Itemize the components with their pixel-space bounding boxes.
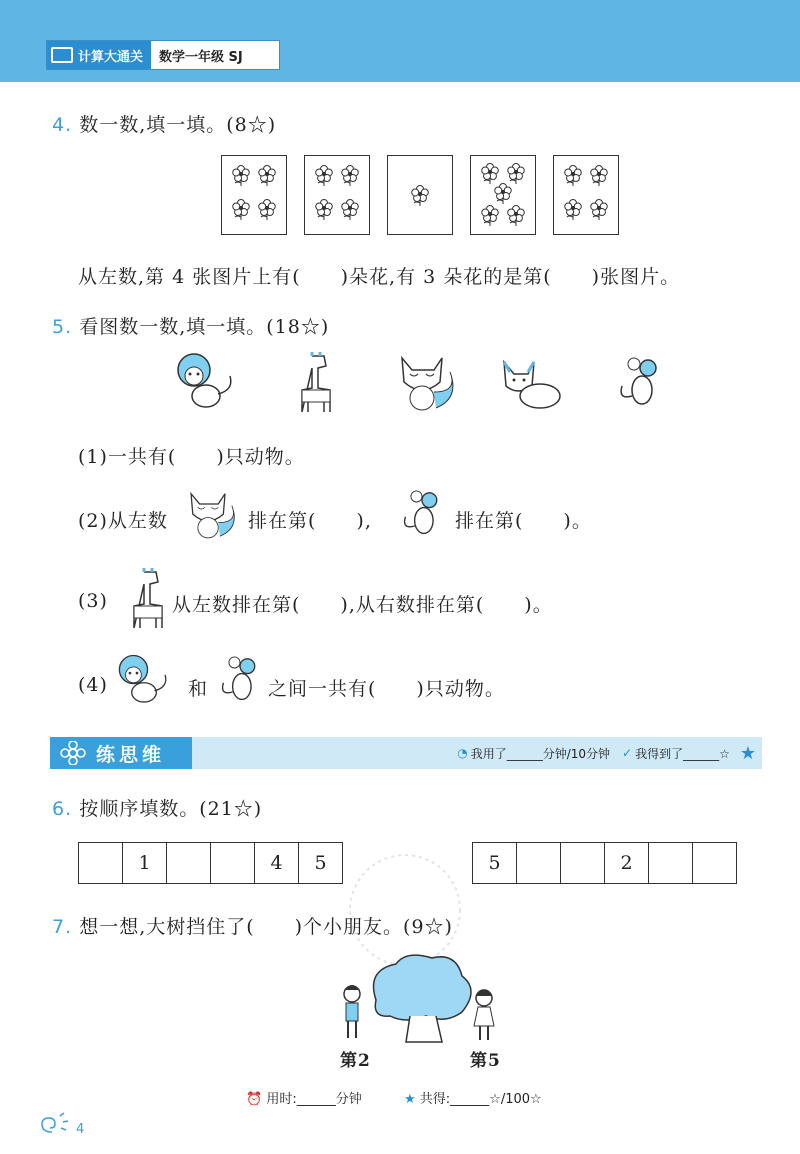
flower-icon [313,198,335,220]
q5-line-1: (1)一共有( )只动物。 [78,446,305,468]
boy-icon [344,985,360,1038]
monkey-icon [172,350,240,416]
flower-icon [339,198,361,220]
section-title-box [50,737,192,769]
flower-icon [256,164,278,186]
flower-icon [230,198,252,220]
flower-icon [505,204,527,226]
fox-icon [396,352,462,414]
girl-icon [474,990,494,1040]
flower-picture-5 [553,155,619,235]
sequence-grid-2 [472,842,737,884]
fox-icon [186,486,242,544]
flower-icon [230,164,252,186]
footer-time-text: 用时:______分钟 [266,1092,362,1107]
flower-icon [58,741,88,765]
flower-icon [339,164,361,186]
flower-picture-4 [470,155,536,235]
question-6-title [52,794,262,821]
flower-icon [588,164,610,186]
footer-time [246,1088,362,1107]
question-number: 5. [52,316,73,338]
q5-line-2a: (2)从左数 [78,510,168,532]
grid-cell[interactable] [211,843,255,884]
star-icon: ★ [739,742,756,764]
grid-cell[interactable] [79,843,123,884]
series-title: 计算大通关 [78,49,144,65]
grid-cell[interactable] [167,843,211,884]
section-title: 练思维 [96,743,166,766]
page-header [0,0,800,82]
flower-picture-3 [387,155,453,235]
flower-icon [256,198,278,220]
section-stats [192,737,762,769]
question-5-title [52,312,329,339]
mouse-icon [216,654,264,706]
label-left: 第2 [340,1051,371,1071]
grid-cell[interactable]: 5 [473,843,517,884]
question-number: 7. [52,916,73,938]
flower-icon [409,184,431,206]
star-icon: ★ [404,1092,416,1107]
q5-line-2c: 排在第( )。 [455,510,592,532]
label-right: 第5 [470,1051,501,1071]
monkey-icon [114,652,174,710]
dog-icon [500,358,564,414]
book-icon [51,47,73,63]
subject-title: 数学一年级 SJ [159,49,243,65]
giraffe-icon [290,352,336,416]
grid-cell[interactable]: 1 [123,843,167,884]
q5-line-4b: 和 [188,678,209,700]
flower-icon [313,164,335,186]
question-text: 看图数一数,填一填。(18☆) [79,316,330,338]
score-got: 我得到了______☆ [635,746,730,761]
flower-icon [562,198,584,220]
header-label-box [46,40,280,70]
grid-cell[interactable] [517,843,561,884]
question-4-sentence: 从左数,第 4 张图片上有( )朵花,有 3 朵花的是第( )张图片。 [78,266,681,288]
flower-icon [505,162,527,184]
question-7-title [52,912,453,939]
q5-line-3a: (3) [78,590,108,612]
question-text: 按顺序填数。(21☆) [79,798,263,820]
tree-icon [374,955,472,1042]
mouse-icon [398,488,446,540]
sequence-grid-1 [78,842,343,884]
tree-scene [336,950,516,1050]
question-number: 4. [52,114,73,136]
grid-cell[interactable]: 5 [299,843,343,884]
flower-icon [479,204,501,226]
mouse-icon [614,356,666,410]
flower-picture-2 [304,155,370,235]
q5-line-3b: 从左数排在第( ),从右数排在第( )。 [172,594,553,616]
footer-total-text: 共得:______☆/100☆ [419,1092,542,1107]
question-4-title [52,110,276,137]
flower-icon [479,162,501,184]
grid-cell[interactable]: 2 [605,843,649,884]
alarm-icon: ⏰ [246,1092,263,1107]
clock-icon: ◔ [457,746,468,760]
flower-icon [588,198,610,220]
flower-picture-1 [221,155,287,235]
grid-cell[interactable]: 4 [255,843,299,884]
sun-swirl-icon [36,1112,70,1136]
flower-icon [562,164,584,186]
q5-line-2b: 排在第( ), [248,510,372,532]
page-number: 4 [76,1122,85,1137]
giraffe-icon [122,568,168,632]
grid-cell[interactable] [561,843,605,884]
grid-cell[interactable] [649,843,693,884]
question-number: 6. [52,798,73,820]
question-text: 数一数,填一填。(8☆) [79,114,277,136]
time-used: 我用了______分钟/10分钟 [470,746,611,761]
section-bar [50,737,762,769]
q5-line-4a: (4) [78,674,108,696]
flower-icon [492,182,514,204]
grid-cell[interactable] [693,843,737,884]
series-tag [47,41,151,69]
footer-total [404,1088,542,1107]
q5-line-4c: 之间一共有( )只动物。 [268,678,505,700]
check-icon: ✓ [622,746,633,760]
question-text: 想一想,大树挡住了( )个小朋友。(9☆) [79,916,453,938]
